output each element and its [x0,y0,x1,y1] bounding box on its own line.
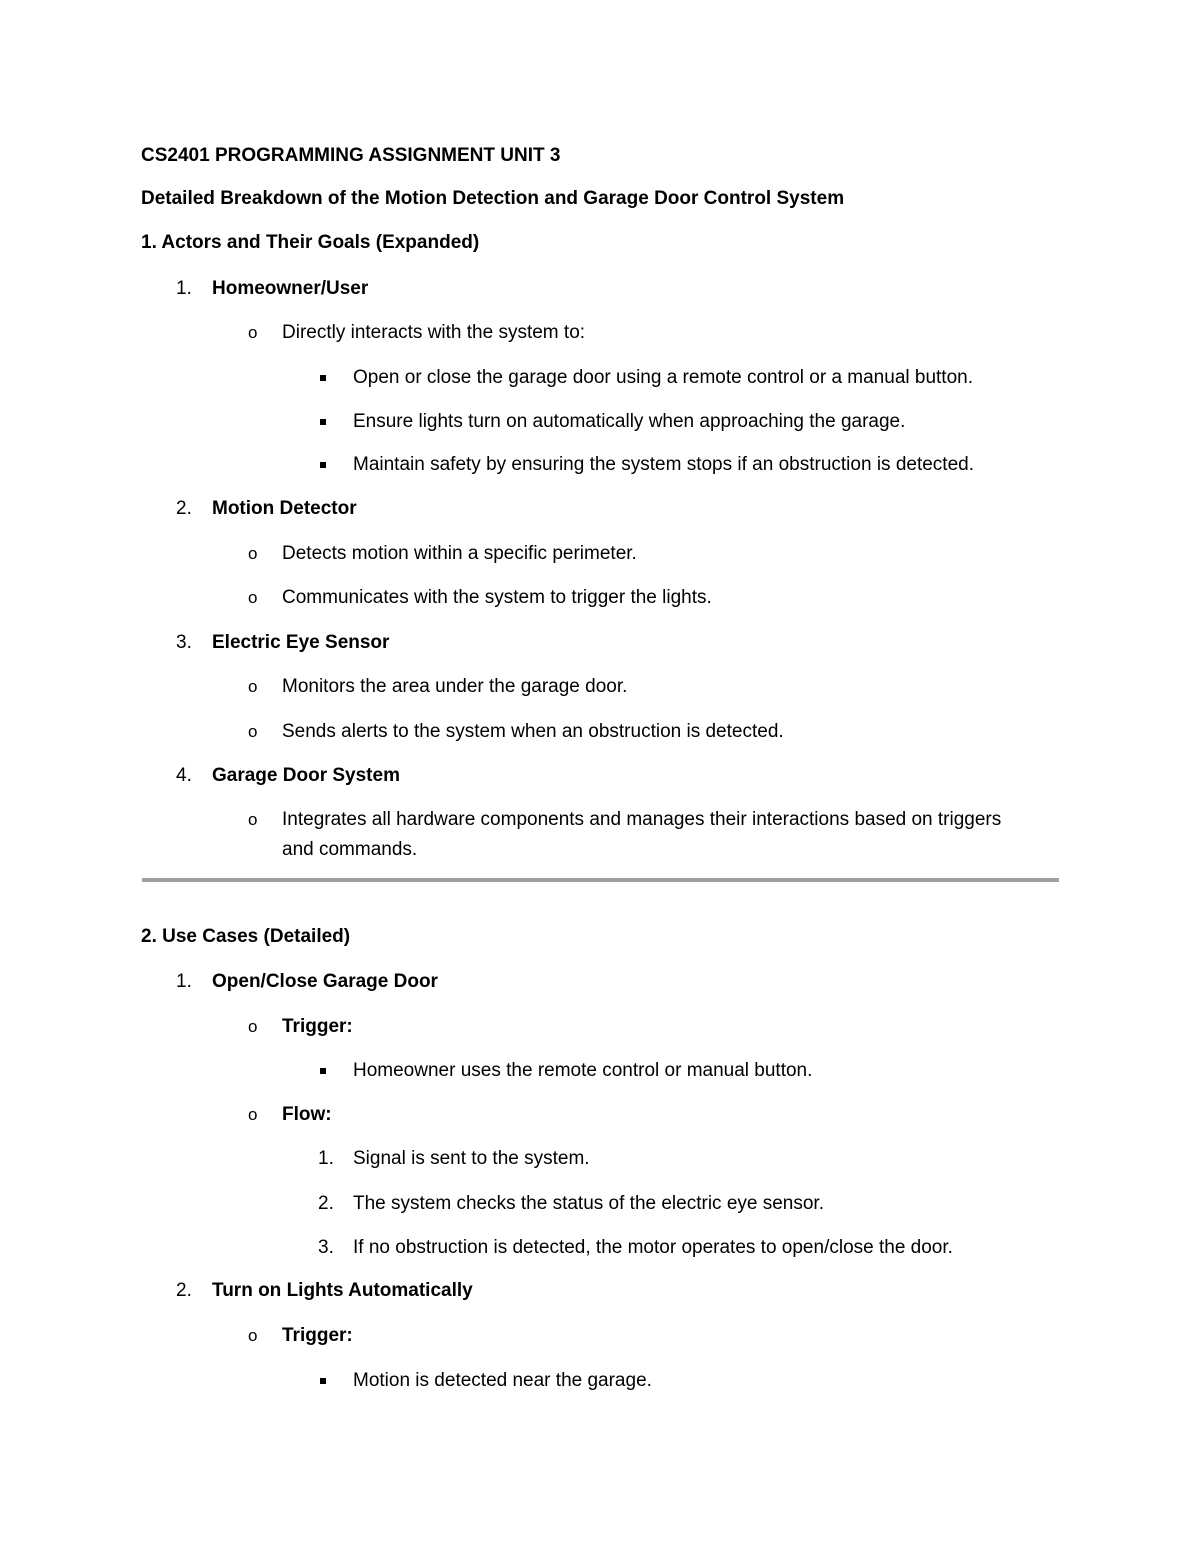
list-item-continuation: and commands. [282,839,418,860]
trigger-label: Trigger: [282,1325,353,1346]
list-number: 2. [176,1280,192,1301]
list-item: Motion is detected near the garage. [353,1370,652,1391]
list-item: Maintain safety by ensuring the system stops if an obstruction is detected. [353,454,974,475]
trigger-label: Trigger: [282,1016,353,1037]
flow-step: Signal is sent to the system. [353,1148,590,1169]
square-bullet-icon [320,1068,326,1074]
flow-step-number: 1. [318,1148,334,1169]
use-case-name-open-close: Open/Close Garage Door [212,971,438,992]
actor-name-garage-door-system: Garage Door System [212,765,400,786]
flow-step-number: 3. [318,1237,334,1258]
square-bullet-icon [320,1378,326,1384]
list-item: Integrates all hardware components and manages their interactions based on triggers [282,809,1002,830]
square-bullet-icon [320,419,326,425]
document-title: CS2401 PROGRAMMING ASSIGNMENT UNIT 3 [141,145,561,166]
list-item: Sends alerts to the system when an obstruction is detected. [282,721,784,742]
list-number: 2. [176,498,192,519]
flow-step: The system checks the status of the electric eye sensor. [353,1193,824,1214]
flow-label: Flow: [282,1104,332,1125]
use-case-name-lights: Turn on Lights Automatically [212,1280,473,1301]
circle-bullet-icon: o [248,588,258,607]
list-item: Open or close the garage door using a remote control or a manual button. [353,367,973,388]
list-item: Monitors the area under the garage door. [282,676,628,697]
flow-step-number: 2. [318,1193,334,1214]
section-heading-actors: 1. Actors and Their Goals (Expanded) [141,232,480,253]
circle-bullet-icon: o [248,323,258,342]
list-item: Ensure lights turn on automatically when approaching the garage. [353,411,906,432]
list-number: 1. [176,278,192,299]
circle-bullet-icon: o [248,722,258,741]
list-number: 1. [176,971,192,992]
flow-step: If no obstruction is detected, the motor operates to open/close the door. [353,1237,953,1258]
list-number: 3. [176,632,192,653]
list-item: Communicates with the system to trigger the lights. [282,587,712,608]
list-number: 4. [176,765,192,786]
list-item: Directly interacts with the system to: [282,322,586,343]
horizontal-divider [142,878,1059,882]
circle-bullet-icon: o [248,677,258,696]
document-subtitle: Detailed Breakdown of the Motion Detection and Garage Door Control System [141,188,845,209]
list-item: Homeowner uses the remote control or manual button. [353,1060,813,1081]
circle-bullet-icon: o [248,810,258,829]
square-bullet-icon [320,462,326,468]
actor-name-motion-detector: Motion Detector [212,498,357,519]
circle-bullet-icon: o [248,1326,258,1345]
circle-bullet-icon: o [248,1017,258,1036]
section-heading-use-cases: 2. Use Cases (Detailed) [141,926,351,947]
circle-bullet-icon: o [248,1105,258,1124]
list-item: Detects motion within a specific perimeter. [282,543,637,564]
circle-bullet-icon: o [248,544,258,563]
actor-name-electric-eye: Electric Eye Sensor [212,632,390,653]
actor-name-homeowner: Homeowner/User [212,278,369,299]
square-bullet-icon [320,375,326,381]
